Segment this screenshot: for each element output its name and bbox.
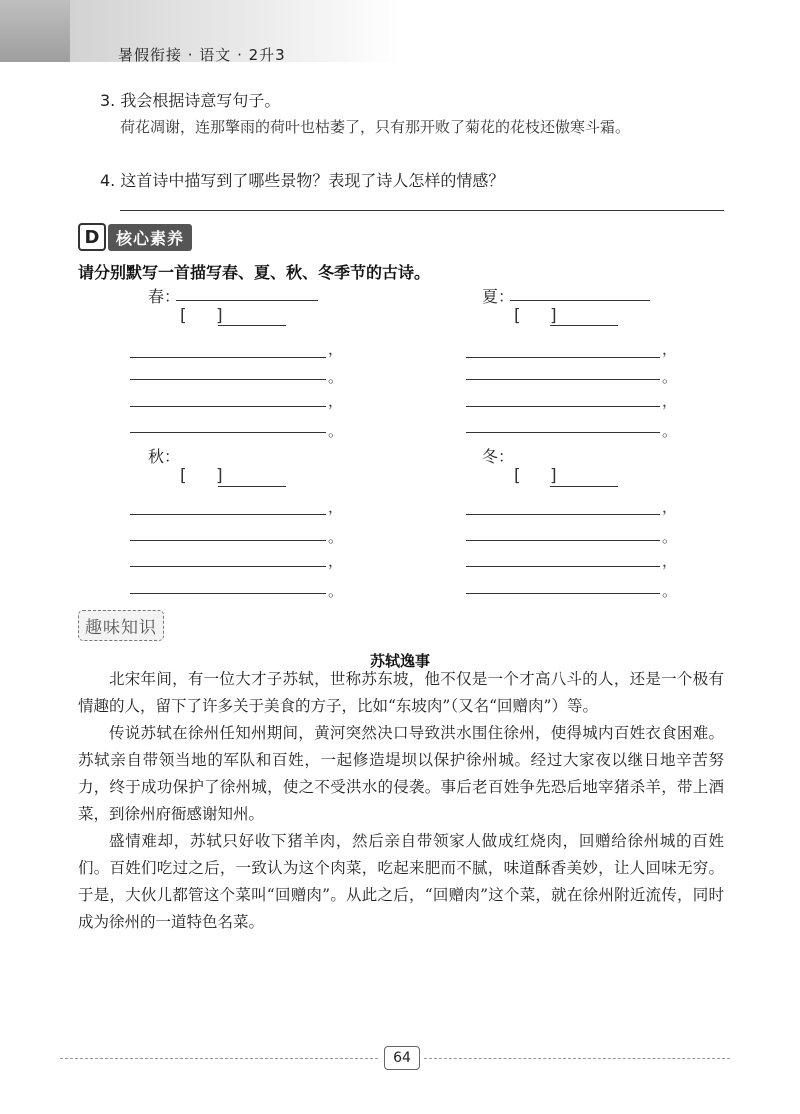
winter-author-bracket: [ ] <box>514 466 569 486</box>
summer-label: 夏： <box>482 287 515 306</box>
section-d-letter: D <box>78 223 106 251</box>
autumn-comma-1: ， <box>328 498 344 516</box>
story-paragraph-3: 盛情难却，苏轼只好收下猪羊肉，然后亲自带领家人做成红烧肉，回赠给徐州城的百姓们。百姓们吃过之后，一致认为这个肉菜，吃起来肥而不腻，味道酥香美妙，让人回味无穷。于是，大伙儿都管这个菜叫“回赠肉”。从此之后，“回赠肉”这个菜，就在徐州附近流传，同时成为徐州的一道特色名菜。 <box>78 832 724 931</box>
summer-title-line[interactable] <box>510 300 650 301</box>
header-title: 暑假衔接 · 语文 · 2升3 <box>118 46 286 64</box>
autumn-period-2: 。 <box>328 582 344 600</box>
winter-line-1[interactable] <box>466 514 660 515</box>
summer-line-1[interactable] <box>466 357 660 358</box>
spring-line-1[interactable] <box>130 357 326 358</box>
winter-comma-2: ， <box>662 552 678 570</box>
summer-line-4[interactable] <box>466 432 660 433</box>
spring-comma-1: ， <box>328 340 344 358</box>
winter-label: 冬： <box>482 447 515 466</box>
winter-line-2[interactable] <box>466 540 660 541</box>
autumn-author-line[interactable] <box>218 486 286 487</box>
question-3-answer: 荷花凋谢，连那擎雨的荷叶也枯萎了，只有那开败了菊花的花枝还傲寒斗霜。 <box>120 118 631 136</box>
winter-period-2: 。 <box>662 582 678 600</box>
page-number: 64 <box>384 1046 420 1070</box>
question-4-answer-line[interactable] <box>120 210 724 211</box>
footer-divider-right <box>424 1058 730 1059</box>
summer-period-2: 。 <box>662 422 678 440</box>
summer-line-2[interactable] <box>466 379 660 380</box>
question-3-label: 3. 我会根据诗意写句子。 <box>100 91 281 110</box>
header-decoration <box>0 0 70 62</box>
winter-author-line[interactable] <box>550 486 618 487</box>
spring-comma-2: ， <box>328 392 344 410</box>
spring-period-1: 。 <box>328 368 344 386</box>
autumn-period-1: 。 <box>328 528 344 546</box>
spring-line-3[interactable] <box>130 406 326 407</box>
autumn-line-2[interactable] <box>130 540 326 541</box>
section-d-instruction: 请分别默写一首描写春、夏、秋、冬季节的古诗。 <box>78 263 431 282</box>
section-d-title: 核心素养 <box>108 224 192 251</box>
winter-comma-1: ， <box>662 498 678 516</box>
summer-line-3[interactable] <box>466 406 660 407</box>
spring-author-line[interactable] <box>218 325 286 326</box>
winter-line-4[interactable] <box>466 593 660 594</box>
autumn-line-4[interactable] <box>130 593 326 594</box>
autumn-line-3[interactable] <box>130 566 326 567</box>
summer-comma-1: ， <box>662 340 678 358</box>
spring-label: 春： <box>148 287 181 306</box>
spring-title-line[interactable] <box>176 300 318 301</box>
autumn-line-1[interactable] <box>130 514 326 515</box>
spring-line-2[interactable] <box>130 379 326 380</box>
section-d-badge <box>78 224 192 250</box>
footer-divider-left <box>60 1058 378 1059</box>
autumn-author-bracket: [ ] <box>180 466 235 486</box>
spring-line-4[interactable] <box>130 432 326 433</box>
winter-period-1: 。 <box>662 528 678 546</box>
question-4-label: 4. 这首诗中描写到了哪些景物？表现了诗人怎样的情感？ <box>100 171 505 190</box>
summer-author-bracket: [ ] <box>514 306 569 326</box>
story-title: 苏轼逸事 <box>369 652 430 670</box>
summer-period-1: 。 <box>662 368 678 386</box>
spring-period-2: 。 <box>328 422 344 440</box>
autumn-comma-2: ， <box>328 552 344 570</box>
fun-knowledge-badge: 趣味知识 <box>78 610 164 641</box>
summer-comma-2: ， <box>662 392 678 410</box>
story-paragraph-2: 传说苏轼在徐州任知州期间，黄河突然决口导致洪水围住徐州，使得城内百姓衣食困难。苏轼亲自带领当地的军队和百姓，一起修造堤坝以保护徐州城。经过大家夜以继日地辛苦努力，终于成功保护了徐州城，使之不受洪水的侵袭。事后老百姓争先恐后地宰猪杀羊，带上酒菜，到徐州府衙感谢知州。 <box>78 724 724 823</box>
spring-author-bracket: [ ] <box>180 306 235 326</box>
summer-author-line[interactable] <box>550 325 618 326</box>
winter-line-3[interactable] <box>466 566 660 567</box>
autumn-label: 秋： <box>148 447 181 466</box>
story-paragraph-1: 北宋年间，有一位大才子苏轼，世称苏东坡，他不仅是一个才高八斗的人，还是一个极有情趣的人，留下了许多关于美食的方子，比如“东坡肉”（又名“回赠肉”）等。 <box>78 670 724 715</box>
